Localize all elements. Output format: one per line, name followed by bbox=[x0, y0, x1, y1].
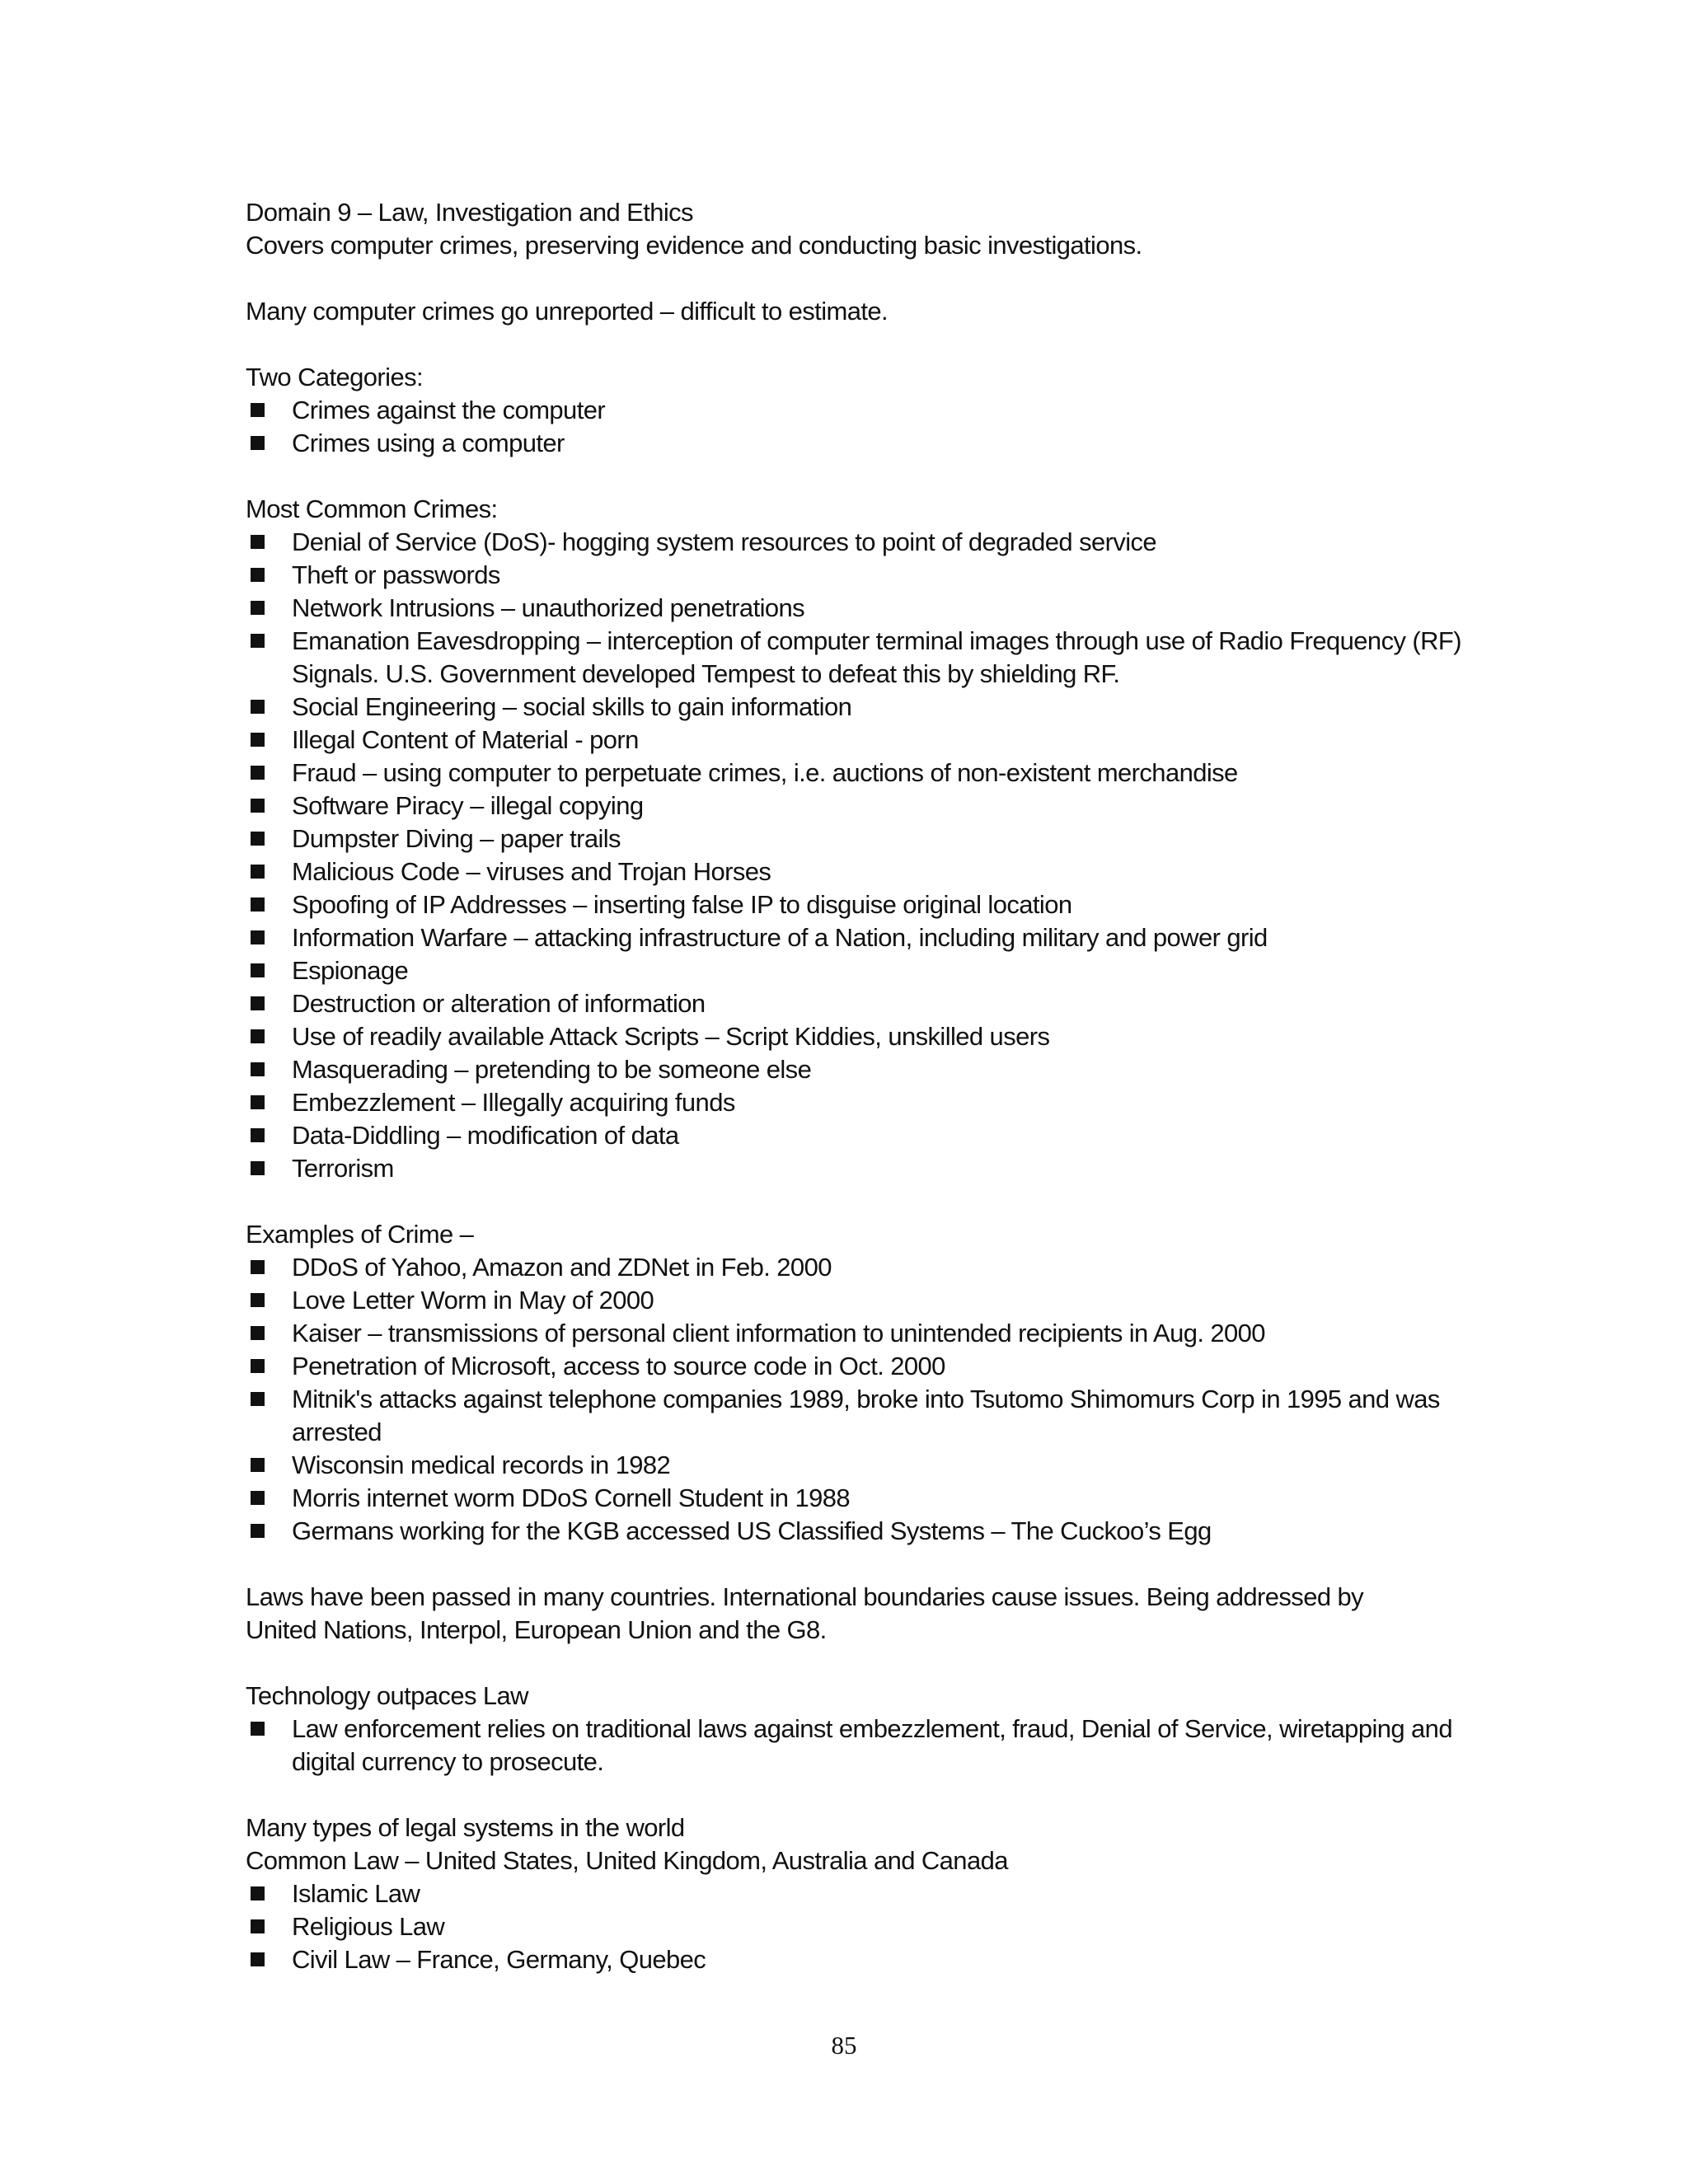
square-bullet-icon bbox=[251, 1919, 265, 1933]
list-item: Islamic Law bbox=[246, 1877, 1465, 1910]
common-crimes-list bbox=[246, 526, 1465, 1185]
list-item: Love Letter Worm in May of 2000 bbox=[246, 1284, 1465, 1317]
square-bullet-icon bbox=[251, 535, 265, 549]
list-item: Terrorism bbox=[246, 1152, 1465, 1185]
list-item: Social Engineering – social skills to gain information bbox=[246, 691, 1465, 724]
list-item: Software Piracy – illegal copying bbox=[246, 790, 1465, 823]
technology-list bbox=[246, 1713, 1465, 1779]
examples-heading: Examples of Crime – bbox=[246, 1220, 474, 1249]
common-crimes-heading: Most Common Crimes: bbox=[246, 494, 498, 523]
legal-systems-heading: Many types of legal systems in the world bbox=[246, 1813, 685, 1842]
document-page bbox=[246, 196, 1465, 1976]
square-bullet-icon bbox=[251, 403, 265, 417]
list-item: Crimes against the computer bbox=[246, 394, 1465, 427]
square-bullet-icon bbox=[251, 1326, 265, 1340]
categories-list bbox=[246, 394, 1465, 460]
list-item: Information Warfare – attacking infrastructure of a Nation, including military and power grid bbox=[246, 921, 1465, 954]
list-item: Civil Law – France, Germany, Quebec bbox=[246, 1943, 1465, 1976]
common-law-line: Common Law – United States, United Kingdom, Australia and Canada bbox=[246, 1846, 1008, 1875]
square-bullet-icon bbox=[251, 865, 265, 879]
square-bullet-icon bbox=[251, 996, 265, 1010]
square-bullet-icon bbox=[251, 568, 265, 582]
spacer bbox=[246, 460, 1465, 493]
list-item: Espionage bbox=[246, 954, 1465, 987]
square-bullet-icon bbox=[251, 1359, 265, 1373]
section-subtitle: Covers computer crimes, preserving evidence and conducting basic investigations. bbox=[246, 231, 1142, 260]
square-bullet-icon bbox=[251, 733, 265, 747]
laws-paragraph-line-2: United Nations, Interpol, European Union and the G8. bbox=[246, 1615, 827, 1644]
list-item: Illegal Content of Material - porn bbox=[246, 724, 1465, 757]
section-title: Domain 9 – Law, Investigation and Ethics bbox=[246, 198, 693, 227]
list-item: Denial of Service (DoS)- hogging system resources to point of degraded service bbox=[246, 526, 1465, 559]
square-bullet-icon bbox=[251, 963, 265, 977]
list-item: Data-Diddling – modification of data bbox=[246, 1119, 1465, 1152]
square-bullet-icon bbox=[251, 1293, 265, 1307]
square-bullet-icon bbox=[251, 1128, 265, 1142]
list-item: Theft or passwords bbox=[246, 559, 1465, 592]
list-item: Wisconsin medical records in 1982 bbox=[246, 1449, 1465, 1482]
list-item: Germans working for the KGB accessed US Classified Systems – The Cuckoo’s Egg bbox=[246, 1515, 1465, 1548]
list-item: Masquerading – pretending to be someone else bbox=[246, 1053, 1465, 1086]
list-item: Kaiser – transmissions of personal client information to unintended recipients in Aug. 2000 bbox=[246, 1317, 1465, 1350]
list-item: Dumpster Diving – paper trails bbox=[246, 823, 1465, 855]
list-item: DDoS of Yahoo, Amazon and ZDNet in Feb. 2000 bbox=[246, 1251, 1465, 1284]
square-bullet-icon bbox=[251, 1095, 265, 1109]
examples-list bbox=[246, 1251, 1465, 1548]
spacer bbox=[246, 1548, 1465, 1581]
square-bullet-icon bbox=[251, 1392, 265, 1406]
square-bullet-icon bbox=[251, 1491, 265, 1505]
square-bullet-icon bbox=[251, 766, 265, 780]
square-bullet-icon bbox=[251, 799, 265, 813]
square-bullet-icon bbox=[251, 1524, 265, 1538]
list-item: Embezzlement – Illegally acquiring funds bbox=[246, 1086, 1465, 1119]
square-bullet-icon bbox=[251, 601, 265, 615]
square-bullet-icon bbox=[251, 1458, 265, 1472]
technology-heading: Technology outpaces Law bbox=[246, 1681, 528, 1710]
intro-text: Many computer crimes go unreported – difficult to estimate. bbox=[246, 297, 889, 326]
square-bullet-icon bbox=[251, 832, 265, 846]
list-item: Emanation Eavesdropping – interception of computer terminal images through use of Radio Frequency (RF) Signals. U.S. Government developed Tempest to defeat this by shielding RF. bbox=[246, 625, 1465, 691]
list-item: Morris internet worm DDoS Cornell Student in 1988 bbox=[246, 1482, 1465, 1515]
square-bullet-icon bbox=[251, 700, 265, 714]
square-bullet-icon bbox=[251, 1260, 265, 1274]
list-item: Malicious Code – viruses and Trojan Horses bbox=[246, 855, 1465, 888]
categories-heading: Two Categories: bbox=[246, 363, 423, 391]
square-bullet-icon bbox=[251, 1062, 265, 1076]
square-bullet-icon bbox=[251, 436, 265, 450]
list-item: Fraud – using computer to perpetuate crimes, i.e. auctions of non-existent merchandise bbox=[246, 757, 1465, 790]
square-bullet-icon bbox=[251, 1722, 265, 1736]
spacer bbox=[246, 262, 1465, 295]
list-item: Spoofing of IP Addresses – inserting false IP to disguise original location bbox=[246, 888, 1465, 921]
square-bullet-icon bbox=[251, 1161, 265, 1175]
laws-paragraph-line-1: Laws have been passed in many countries. International boundaries cause issues. Being addressed by bbox=[246, 1582, 1364, 1611]
list-item: Religious Law bbox=[246, 1910, 1465, 1943]
spacer bbox=[246, 1185, 1465, 1218]
spacer bbox=[246, 328, 1465, 361]
list-item: Use of readily available Attack Scripts – Script Kiddies, unskilled users bbox=[246, 1020, 1465, 1053]
square-bullet-icon bbox=[251, 1952, 265, 1966]
square-bullet-icon bbox=[251, 1886, 265, 1900]
square-bullet-icon bbox=[251, 930, 265, 944]
list-item: Crimes using a computer bbox=[246, 427, 1465, 460]
square-bullet-icon bbox=[251, 634, 265, 648]
spacer bbox=[246, 1647, 1465, 1680]
list-item: Mitnik's attacks against telephone companies 1989, broke into Tsutomo Shimomurs Corp in 1995 and was arrested bbox=[246, 1383, 1465, 1449]
page-number: 85 bbox=[831, 2031, 857, 2060]
list-item: Destruction or alteration of information bbox=[246, 987, 1465, 1020]
list-item: Network Intrusions – unauthorized penetrations bbox=[246, 592, 1465, 625]
spacer bbox=[246, 1779, 1465, 1811]
square-bullet-icon bbox=[251, 898, 265, 912]
legal-systems-list bbox=[246, 1877, 1465, 1976]
list-item: Penetration of Microsoft, access to source code in Oct. 2000 bbox=[246, 1350, 1465, 1383]
square-bullet-icon bbox=[251, 1029, 265, 1043]
list-item: Law enforcement relies on traditional laws against embezzlement, fraud, Denial of Service, wiretapping and digital currency to prosecute. bbox=[246, 1713, 1465, 1779]
